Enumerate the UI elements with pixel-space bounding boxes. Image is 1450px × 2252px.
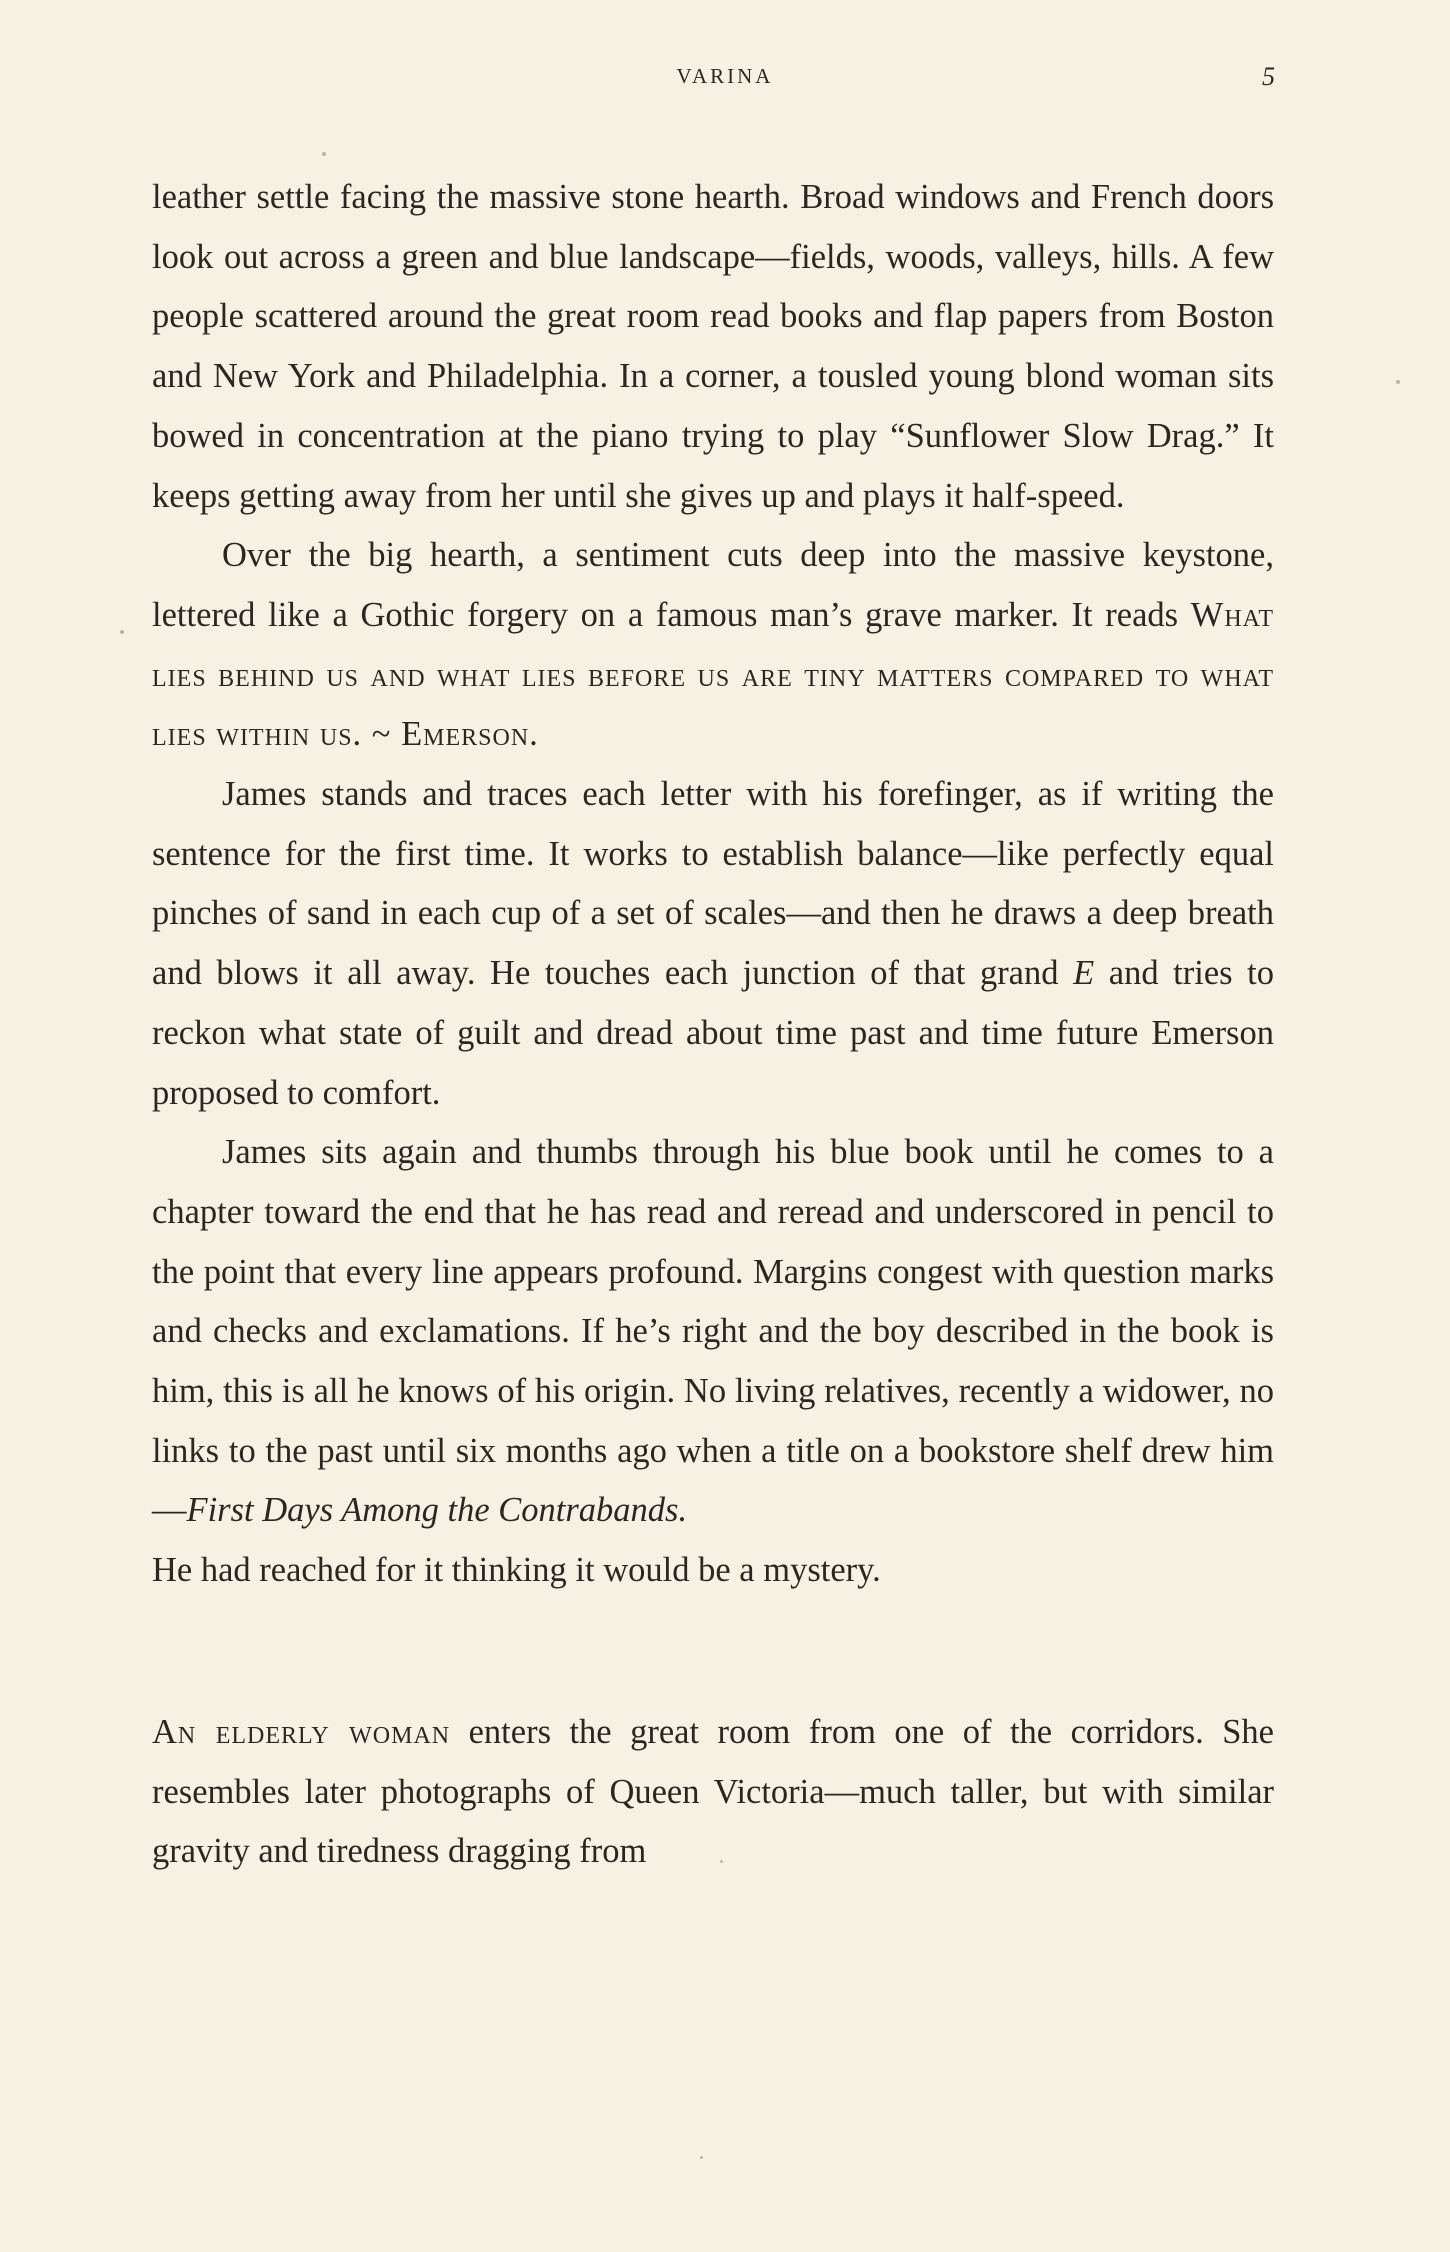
emerson-quote: What lies behind us and what lies before us are tiny matters compared to what lies within us. ~ Emerson.	[152, 595, 1274, 754]
paragraph-3	[152, 765, 1274, 1123]
paragraph-1: leather settle facing the massive stone hearth. Broad windows and French doors look out across a green and blue landscape—fields, woods, valleys, hills. A few people scattered around the great room read books and flap papers from Boston and New York and Philadelphia. In a corner, a tousled young blond woman sits bowed in concentration at the piano trying to play “Sunflower Slow Drag.” It keeps getting away from her until she gives up and plays it half-speed.	[152, 178, 1274, 515]
paragraph-2-text: Over the big hearth, a sentiment cuts deep into the massive keystone, lettered like a Gothic forgery on a famous man’s grave marker. It reads	[152, 536, 1274, 634]
paragraph-5: He had reached for it thinking it would be a mystery.	[152, 1551, 881, 1590]
paragraph-2	[152, 526, 1274, 765]
section-lead-in: An elderly woman	[152, 1712, 451, 1751]
book-title: First Days Among the Contrabands.	[186, 1491, 688, 1530]
paragraph-4-text: James sits again and thumbs through his blue book until he comes to a chapter toward the end that he has read and reread and underscored in pencil to the point that every line appears profound. Margins congest with question marks and checks and exclamations. If he’s right and the boy described in the book is him, this is all he knows of his origin. No living relatives, recently a widower, no links to the past until six months ago when a title on a bookstore shelf drew him—	[152, 1133, 1274, 1530]
running-title: VARINA	[676, 64, 774, 88]
paragraph-6-text: enters the great room from one of the corridors. She resembles later photographs of Queen Victoria—much taller, but with similar gravity and tiredness dragging from	[152, 1712, 1274, 1871]
paper-speck	[322, 152, 326, 156]
body-text	[152, 168, 1274, 1882]
paragraph-3-text-b: and tries to reckon what state of guilt and dread about time past and time future Emerson proposed to comfort.	[152, 954, 1274, 1112]
paragraph-4	[152, 1123, 1274, 1541]
page-number: 5	[1262, 62, 1275, 91]
paper-speck	[700, 2156, 703, 2159]
paper-speck	[120, 630, 124, 634]
section-break	[152, 1601, 1274, 1703]
paragraph-6	[152, 1703, 1274, 1882]
paragraph-3-text-a: James stands and traces each letter with his forefinger, as if writing the sentence for the first time. It works to establish balance—like perfectly equal pinches of sand in each cup of a set of scales—and then he draws a deep breath and blows it all away. He touches each junction of that grand	[152, 775, 1274, 993]
italic-letter-e: E	[1073, 954, 1095, 993]
paper-speck	[720, 1860, 723, 1863]
paper-speck	[1396, 380, 1400, 384]
